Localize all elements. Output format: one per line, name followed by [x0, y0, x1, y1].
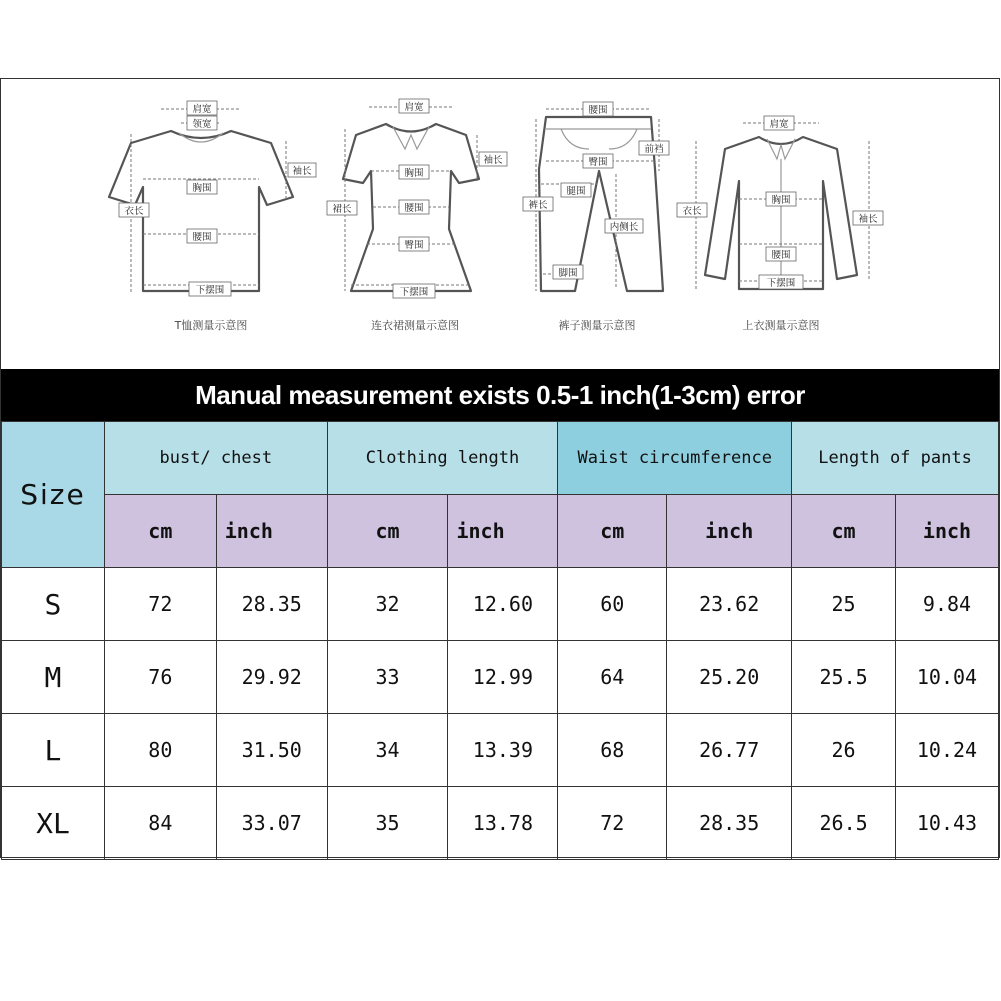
table-cell: 10.04	[896, 641, 999, 714]
error-banner: Manual measurement exists 0.5-1 inch(1-3cm) error	[1, 369, 999, 421]
table-row-m	[2, 641, 999, 714]
pants-caption: 裤子测量示意图	[558, 319, 636, 332]
table-cell: 13.78	[448, 787, 558, 860]
table-row-xl	[2, 787, 999, 860]
table-cell: 31.50	[216, 714, 327, 787]
group-header-pants-length: Length of pants	[792, 422, 999, 495]
table-row-s	[2, 568, 999, 641]
table-cell: 80	[104, 714, 216, 787]
top-caption: 上衣测量示意图	[742, 319, 820, 332]
table-row-l	[2, 714, 999, 787]
group-header-row	[2, 422, 999, 495]
group-header-bust: bust/ chest	[104, 422, 327, 495]
tshirt-caption: T恤测量示意图	[174, 319, 248, 332]
table-cell: 29.92	[216, 641, 327, 714]
diagram-illustrations	[1, 79, 999, 369]
tshirt-diagram	[109, 101, 316, 332]
table-cell: 84	[104, 787, 216, 860]
table-cell: 12.60	[448, 568, 558, 641]
dress-label-2: 胸围	[404, 168, 424, 179]
pants-label-2: 臀围	[588, 157, 608, 168]
pants-label-0: 腰围	[588, 105, 608, 116]
unit-header-inch: inch	[667, 495, 792, 568]
table-cell: 12.99	[448, 641, 558, 714]
table-cell: 26.77	[667, 714, 792, 787]
unit-header-inch: inch	[896, 495, 999, 568]
group-header-waist: Waist circumference	[558, 422, 792, 495]
table-cell: 64	[558, 641, 667, 714]
tshirt-label-6: 下摆围	[195, 285, 225, 296]
table-cell: 76	[104, 641, 216, 714]
table-cell: 33.07	[216, 787, 327, 860]
measurement-diagrams	[1, 79, 999, 369]
pants-label-1: 前裆	[644, 144, 664, 155]
pants-label-6: 脚围	[558, 268, 578, 279]
table-cell: 28.35	[667, 787, 792, 860]
size-cell: L	[2, 714, 105, 787]
top-label-0: 肩宽	[769, 119, 789, 130]
dress-label-1: 袖长	[483, 155, 503, 166]
dress-label-0: 肩宽	[404, 102, 424, 113]
dress-label-6: 下摆围	[399, 287, 429, 298]
table-cell: 33	[327, 641, 448, 714]
size-cell: M	[2, 641, 105, 714]
table-cell: 23.62	[667, 568, 792, 641]
dress-label-3: 裙长	[332, 204, 352, 215]
pants-label-3: 腿围	[566, 186, 586, 197]
table-cell: 9.84	[896, 568, 999, 641]
table-cell: 28.35	[216, 568, 327, 641]
unit-header-cm: cm	[327, 495, 448, 568]
size-column-header: Size	[2, 422, 105, 568]
size-table	[1, 421, 999, 860]
table-cell: 25.20	[667, 641, 792, 714]
table-cell: 60	[558, 568, 667, 641]
table-cell: 68	[558, 714, 667, 787]
size-chart	[0, 78, 1000, 858]
tshirt-label-5: 腰围	[192, 232, 212, 243]
unit-header-inch: inch	[216, 495, 327, 568]
table-cell: 32	[327, 568, 448, 641]
table-cell: 25.5	[792, 641, 896, 714]
tshirt-label-2: 袖长	[292, 166, 312, 177]
tshirt-label-4: 衣长	[124, 206, 144, 217]
top-label-1: 胸围	[771, 195, 791, 206]
unit-header-inch: inch	[448, 495, 558, 568]
table-cell: 26	[792, 714, 896, 787]
table-cell: 13.39	[448, 714, 558, 787]
top-label-2: 衣长	[682, 206, 702, 217]
group-header-clothing-length: Clothing length	[327, 422, 558, 495]
dress-caption: 连衣裙测量示意图	[371, 319, 459, 332]
tshirt-label-3: 胸围	[192, 183, 212, 194]
tshirt-label-0: 肩宽	[192, 104, 212, 115]
dress-label-5: 臀围	[404, 240, 424, 251]
pants-label-4: 裤长	[528, 200, 548, 211]
table-cell: 25	[792, 568, 896, 641]
top-label-4: 腰围	[771, 250, 791, 261]
dress-label-4: 腰围	[404, 203, 424, 214]
pants-diagram	[523, 102, 669, 332]
unit-header-cm: cm	[792, 495, 896, 568]
table-cell: 34	[327, 714, 448, 787]
size-cell: XL	[2, 787, 105, 860]
unit-header-row	[2, 495, 999, 568]
dress-diagram	[327, 99, 507, 332]
table-cell: 72	[104, 568, 216, 641]
unit-header-cm: cm	[558, 495, 667, 568]
size-cell: S	[2, 568, 105, 641]
unit-header-cm: cm	[104, 495, 216, 568]
table-cell: 35	[327, 787, 448, 860]
top-label-3: 袖长	[858, 214, 878, 225]
table-cell: 26.5	[792, 787, 896, 860]
table-cell: 10.24	[896, 714, 999, 787]
tshirt-label-1: 领宽	[192, 119, 212, 130]
top-label-5: 下摆围	[766, 278, 796, 289]
table-cell: 10.43	[896, 787, 999, 860]
top-diagram	[677, 116, 883, 332]
table-cell: 72	[558, 787, 667, 860]
pants-label-5: 内侧长	[609, 222, 639, 233]
